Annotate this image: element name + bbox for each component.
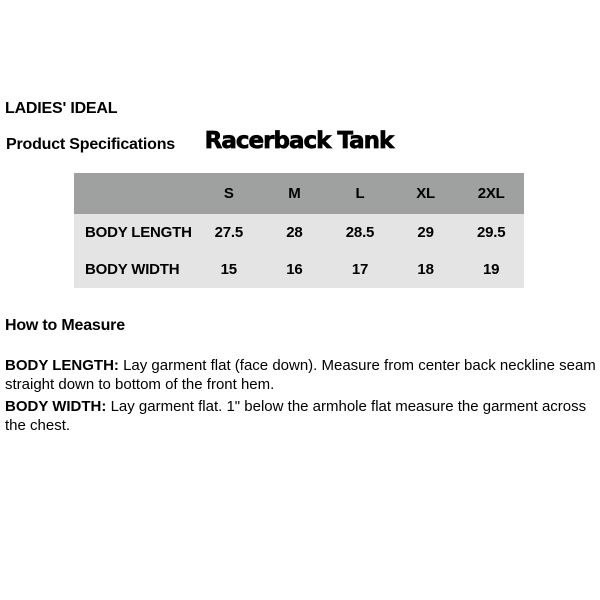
size-table-header-row <box>74 173 524 214</box>
instruction-body-length <box>5 356 597 394</box>
measurement-value: 28.5 <box>345 224 375 241</box>
table-row-body-length <box>74 214 524 251</box>
size-column-header: XL <box>416 185 435 202</box>
size-column-header: S <box>223 185 234 202</box>
product-title: Racerback Tank <box>204 128 394 154</box>
how-to-measure-heading: How to Measure <box>5 317 125 334</box>
instruction-body-width <box>5 397 597 435</box>
measurement-value: 29.5 <box>476 224 506 241</box>
size-column-header: M <box>288 185 301 202</box>
measurement-value: 18 <box>417 261 434 278</box>
size-column-header: 2XL <box>477 185 505 202</box>
measuring-instructions <box>5 356 597 435</box>
instruction-label: BODY LENGTH: <box>5 357 119 374</box>
instruction-text: Lay garment flat (face down). Measure from center back neckline seam straight down to bottom of the front hem. <box>5 357 596 393</box>
measurement-value: 29 <box>417 224 434 241</box>
row-label: BODY LENGTH <box>85 224 192 241</box>
instruction-label: BODY WIDTH: <box>5 398 107 415</box>
table-corner-cell <box>74 173 196 214</box>
brand-name: LADIES' IDEAL <box>5 100 118 117</box>
measurement-value: 19 <box>483 261 500 278</box>
measurement-value: 27.5 <box>214 224 243 241</box>
instruction-text: Lay garment flat. 1" below the armhole flat measure the garment across the chest. <box>5 398 587 434</box>
measurement-value: 15 <box>220 261 237 278</box>
table-row-body-width <box>74 251 524 288</box>
section-label: Product Specifications <box>6 136 175 153</box>
measurement-value: 17 <box>351 261 369 278</box>
size-column-header: L <box>355 185 365 202</box>
row-label: BODY WIDTH <box>85 261 180 278</box>
measurement-value: 16 <box>286 261 303 278</box>
size-table <box>74 173 524 288</box>
measurement-value: 28 <box>286 224 303 241</box>
